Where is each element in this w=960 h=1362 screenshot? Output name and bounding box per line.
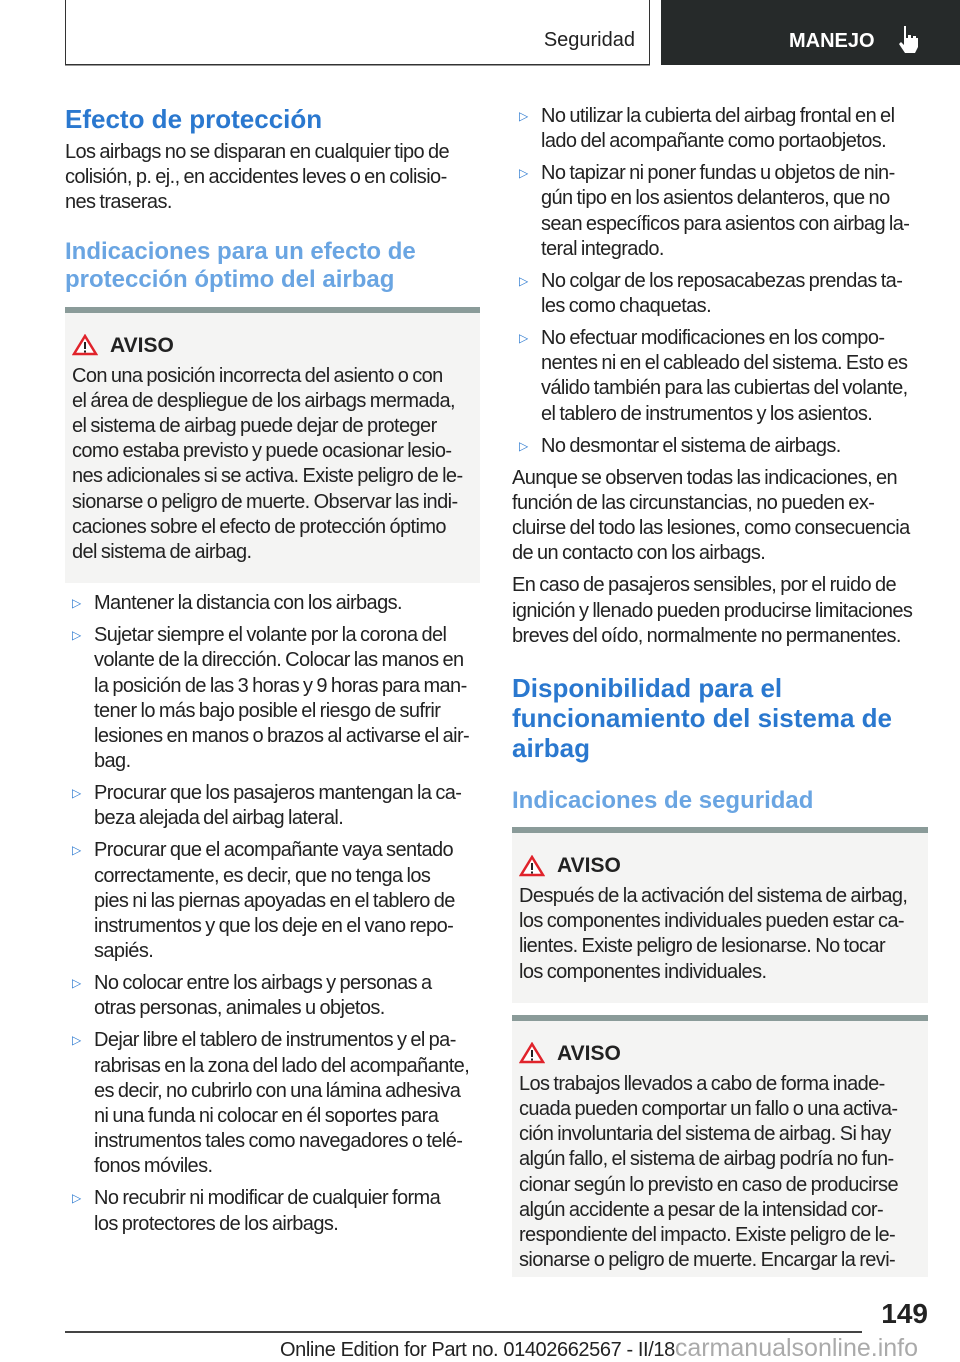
header-chapter-tab: [661, 0, 960, 65]
list-item-text: No tapizar ni poner fundas u objetos de nin- gún tipo en los asientos delanteros, que no sean específicos para asientos con airbag la- teral integrado.: [541, 162, 910, 260]
left-bullet-list: [65, 591, 480, 1237]
list-item-text: No utilizar la cubierta del airbag frontal en el lado del acompañante como portaobjetos.: [541, 105, 895, 153]
list-item-text: No colocar entre los airbags y personas a otras personas, animales u objetos.: [94, 972, 432, 1020]
list-item: [512, 161, 928, 262]
edition-text: Online Edition for Part no. 01402662567 - II/18: [280, 1339, 675, 1361]
list-item: [65, 838, 480, 964]
list-item-text: Procurar que los pasajeros mantengan la ca- beza alejada del airbag lateral.: [94, 782, 462, 830]
chapter-label: MANEJO: [789, 30, 875, 52]
intro-paragraph: Los airbags no se disparan en cualquier tipo de colisión, p. ej., en accidentes leves o en colisio- nes traseras.: [65, 141, 450, 214]
bullet-triangle-icon: ▷: [519, 273, 529, 288]
warning-title: AVISO: [557, 1041, 621, 1065]
bullet-triangle-icon: ▷: [72, 843, 82, 858]
warning-title: AVISO: [110, 333, 174, 357]
section-title: Efecto de protección: [65, 104, 323, 134]
warning-box: [512, 827, 928, 1003]
list-item-text: No colgar de los reposacabezas prendas ta- les como chaquetas.: [541, 269, 903, 318]
list-item-text: Procurar que el acompañante vaya sentado correctamente, es decir, que no tenga los pies ni las piernas apoyadas en el tablero de instrumentos y que los deje en el vano repo- sapiés.: [94, 839, 455, 963]
bullet-triangle-icon: ▷: [519, 438, 529, 453]
header-section-box: [65, 0, 650, 65]
list-item-text: Sujetar siempre el volante por la corona del volante de la dirección. Colocar las manos en la posición de las 3 horas y 9 horas para man- tener lo más bajo posible el riesgo de sufrir lesiones en manos o brazos al activarse el air- bag.: [94, 624, 470, 773]
list-item: [512, 326, 928, 427]
list-item: [65, 623, 480, 774]
bullet-triangle-icon: ▷: [72, 976, 82, 991]
bullet-triangle-icon: ▷: [519, 331, 529, 346]
list-item-text: No recubrir ni modificar de cualquier forma los protectores de los airbags.: [94, 1187, 441, 1235]
page-number: 149: [881, 1298, 928, 1329]
warning-triangle-icon: [519, 855, 545, 877]
watermark: carmanualsonline.info: [674, 1334, 919, 1362]
paragraph: Aunque se observen todas las indicaciones, en función de las circunstancias, no pueden ex- cluirse del todo las lesiones, como consecuencia de un contacto con los airbags.: [512, 466, 910, 565]
warning-text: Los trabajos llevados a cabo de forma inade- cuada pueden comportar un fallo o una activa- ción involuntaria del sistema de airbag. Si hay algún fallo, el sistema de airbag podría no fun- cionar según lo previsto en caso de producirse algún accidente a pesar de la intensidad cor- respondiente del impacto. Existe peligro de le- sionarse o peligro de muerte. Encargar la revi-: [519, 1072, 898, 1272]
list-item-text: No desmontar el sistema de airbags.: [541, 434, 841, 457]
warning-box: [512, 1015, 928, 1278]
bullet-triangle-icon: ▷: [72, 1033, 82, 1048]
warning-triangle-icon: [519, 1042, 545, 1064]
header-section-title: Seguridad: [543, 29, 635, 51]
warning-text: Con una posición incorrecta del asiento o con el área de despliegue de los airbags mermada, el sistema de airbag puede dejar de proteger como estaba previsto y puede ocasionar lesio- nes adicionales si se activa. Existe peligro de le- sionarse o peligro de muerte. Observar las indi- caciones sobre el efecto de protección óptimo del sistema de airbag.: [72, 364, 463, 564]
right-bullet-list: [512, 104, 928, 459]
bullet-triangle-icon: ▷: [72, 1191, 82, 1206]
bullet-triangle-icon: ▷: [72, 628, 82, 643]
warning-triangle-icon: [72, 334, 98, 356]
list-item-text: No efectuar modificaciones en los compo- nentes ni en el cableado del sistema. Esto es válido también para las cubiertas del volante, el tablero de instrumentos y los asientos.: [541, 327, 908, 425]
warning-title: AVISO: [557, 854, 621, 878]
list-item: [512, 269, 928, 319]
bullet-triangle-icon: ▷: [519, 109, 529, 123]
section-title: Disponibilidad para el funcionamiento del sistema de airbag: [512, 673, 892, 764]
list-item: [65, 1186, 480, 1236]
list-item: [65, 971, 480, 1021]
list-item-text: Mantener la distancia con los airbags.: [94, 592, 402, 615]
right-column: [512, 104, 928, 1277]
list-item: [65, 1028, 480, 1179]
list-item-text: Dejar libre el tablero de instrumentos y el pa- rabrisas en la zona del lado del acompañante, es decir, no cubrirlo con una lámina adhesiva ni una funda ni colocar en él soportes para instrumentos tales como navegadores o telé- fonos móviles.: [94, 1029, 470, 1178]
list-item: [65, 781, 480, 831]
bullet-triangle-icon: ▷: [519, 166, 529, 181]
list-item: [512, 434, 928, 459]
pointing-hand-icon: [897, 24, 919, 54]
footer: [280, 1334, 918, 1362]
bullet-triangle-icon: ▷: [72, 786, 82, 801]
paragraph: En caso de pasajeros sensibles, por el ruido de ignición y llenado pueden producirse limitaciones breves del oído, normalmente no permanentes.: [512, 574, 913, 647]
section-subtitle: Indicaciones para un efecto de protección óptimo del airbag: [65, 237, 416, 293]
list-item: [512, 104, 928, 154]
warning-text: Después de la activación del sistema de airbag, los componentes individuales pueden estar ca- lientes. Existe peligro de lesionarse. No tocar los componentes individuales.: [519, 885, 908, 983]
list-item: [65, 591, 480, 616]
left-column: [65, 104, 480, 1244]
warning-box: [65, 307, 480, 584]
section-subtitle: Indicaciones de seguridad: [512, 787, 814, 815]
footer-divider: [65, 1331, 862, 1333]
bullet-triangle-icon: ▷: [72, 596, 82, 611]
